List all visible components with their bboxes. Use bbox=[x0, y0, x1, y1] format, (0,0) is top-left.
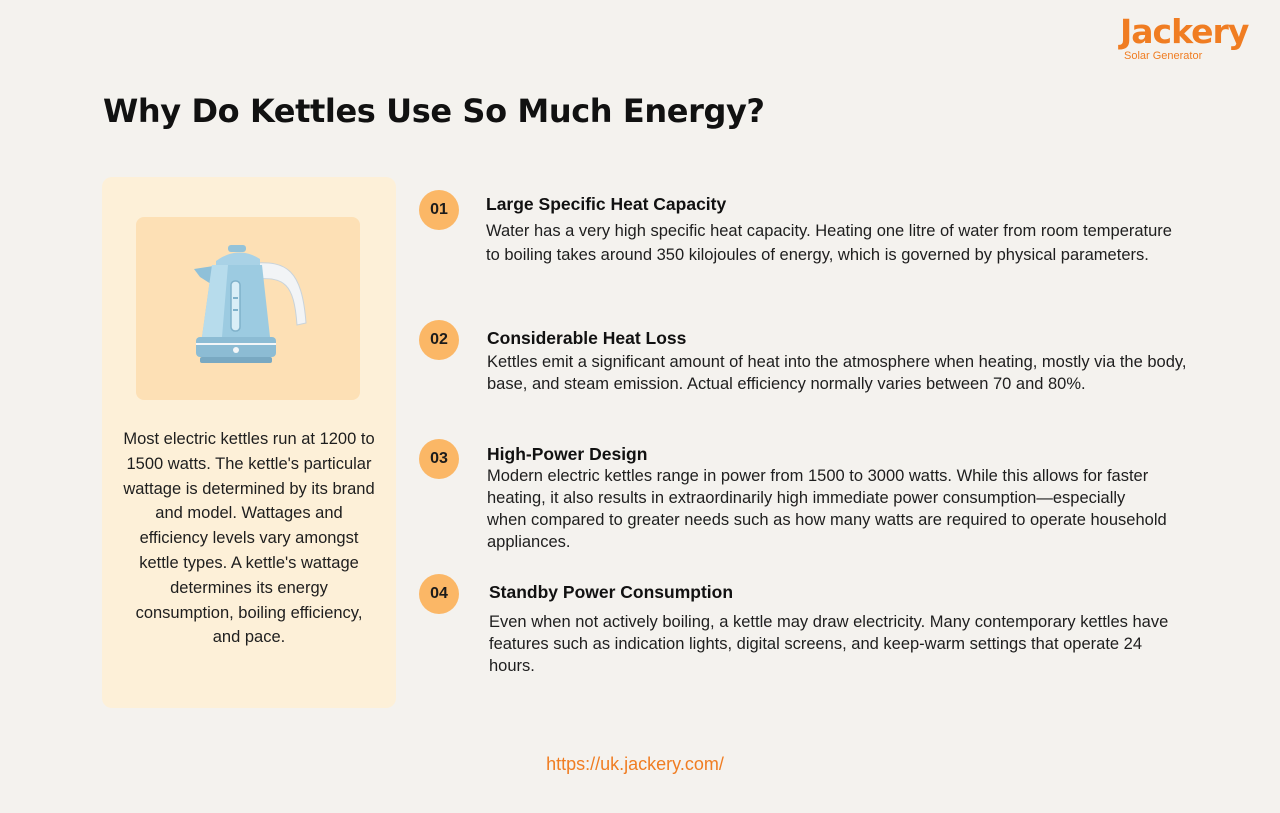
kettle-image-panel bbox=[136, 217, 360, 400]
brand-logo bbox=[1120, 14, 1248, 62]
item-number-badge: 02 bbox=[419, 320, 459, 360]
item-title: Considerable Heat Loss bbox=[487, 328, 687, 348]
item-body: Kettles emit a significant amount of heat into the atmosphere when heating, mostly via the body, base, and steam emission. Actual efficiency normally varies between 70 and 80%. bbox=[487, 353, 1187, 393]
item-body: Water has a very high specific heat capacity. Heating one litre of water from room temperature to boiling takes around 350 kilojoules of energy, which is governed by physical parameters. bbox=[486, 222, 1172, 264]
brand-tagline: Solar Generator bbox=[1124, 50, 1203, 62]
item-number-badge: 03 bbox=[419, 439, 459, 479]
item-title: Large Specific Heat Capacity bbox=[486, 194, 727, 214]
item-number-badge: 01 bbox=[419, 190, 459, 230]
item-body: Even when not actively boiling, a kettle may draw electricity. Many contemporary kettles have features such as indication lights, digital screens, and keep-warm settings that operate 24 hours. bbox=[489, 613, 1169, 675]
footer-url-link[interactable]: https://uk.jackery.com/ bbox=[546, 754, 724, 774]
brand-name: Jackery bbox=[1120, 12, 1249, 51]
item-title: High-Power Design bbox=[487, 444, 648, 464]
summary-card bbox=[102, 177, 396, 708]
page-title: Why Do Kettles Use So Much Energy? bbox=[103, 92, 765, 130]
electric-kettle-icon bbox=[176, 239, 316, 379]
item-number-badge: 04 bbox=[419, 574, 459, 614]
item-body: Modern electric kettles range in power from 1500 to 3000 watts. While this allows for faster heating, it also results in extraordinarily high immediate power consumption—especially when compared to greater needs such as how many watts are required to operate household appliances. bbox=[487, 467, 1167, 551]
item-title: Standby Power Consumption bbox=[489, 582, 734, 602]
summary-text: Most electric kettles run at 1200 to 1500 watts. The kettle's particular wattage is determined by its brand and model. Wattages and efficiency levels vary amongst kettle types. A kettle's wattage determines its energy consumption, boiling efficiency, and pace. bbox=[123, 430, 375, 647]
